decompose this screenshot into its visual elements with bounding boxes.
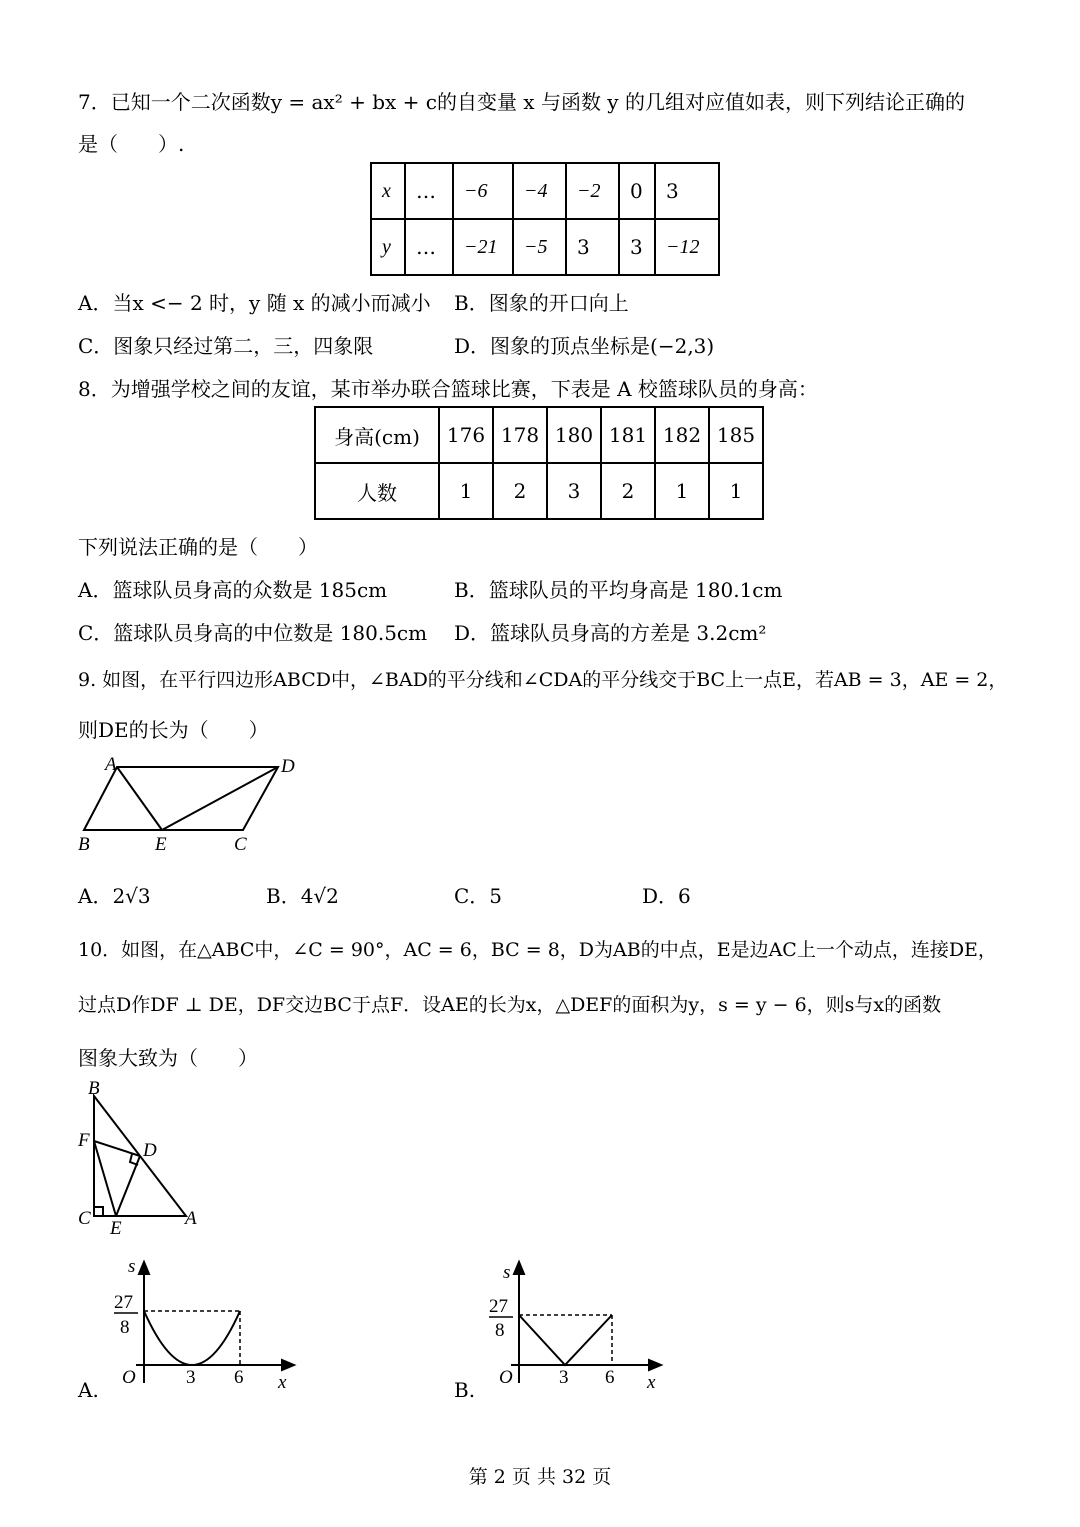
y-axis-arrow (139, 1262, 149, 1274)
q10-stem-line1: 10．如图，在△ABC中，∠C = 90°，AC = 6，BC = 8，D为AB的中点，E是边AC上一个动点，连接DE， (78, 939, 997, 961)
q8-count-cell: 2 (493, 463, 547, 519)
x-axis-arrow (649, 1360, 661, 1370)
label-b: B (88, 1078, 100, 1099)
q8-header-cell: 176 (439, 407, 493, 463)
tick-6: 6 (605, 1367, 615, 1388)
label-c: C (78, 1208, 91, 1229)
label-d: D (281, 756, 295, 777)
q9-option-b: B．4√2 (266, 884, 339, 908)
q8-header-cell: 180 (547, 407, 601, 463)
q9-stem-line2: 则DE的长为（ ） (78, 718, 269, 742)
q8-option-a: A．篮球队员身高的众数是 185cm (78, 578, 388, 602)
q7-cell: … (405, 163, 453, 219)
q7-cell: −12 (655, 219, 719, 275)
q8-header-cell: 181 (601, 407, 655, 463)
q7-table (370, 162, 720, 276)
frac-den: 8 (495, 1320, 505, 1341)
q7-cell: −21 (453, 219, 513, 275)
q8-table (314, 406, 764, 520)
q7-cell: −6 (453, 163, 513, 219)
q8-header-cell: 178 (493, 407, 547, 463)
frac-num: 27 (489, 1296, 508, 1317)
graph-b (481, 1258, 681, 1408)
q7-stem-line1: 7．已知一个二次函数y = ax² + bx + c的自变量 x 与函数 y 的几组对应值如表，则下列结论正确的 (78, 90, 965, 114)
q8-count-cell: 3 (547, 463, 601, 519)
label-a: A (105, 754, 117, 775)
segment-ae (117, 767, 162, 830)
tick-3: 3 (559, 1367, 569, 1388)
q7-option-b: B．图象的开口向上 (454, 291, 629, 315)
q8-option-d: D．篮球队员身高的方差是 3.2cm² (454, 621, 767, 645)
q8-stem: 8．为增强学校之间的友谊，某市举办联合篮球比赛，下表是 A 校篮球队员的身高： (78, 377, 818, 401)
q8-count-cell: 1 (439, 463, 493, 519)
origin-label: O (499, 1367, 513, 1388)
q8-header-cell: 182 (655, 407, 709, 463)
q10-triangle-figure (72, 1076, 212, 1239)
axis-x-label: x (647, 1372, 656, 1393)
right-angle-c (94, 1207, 103, 1216)
q8-option-c: C．篮球队员身高的中位数是 180.5cm (78, 621, 428, 645)
q7-cell: y (371, 219, 405, 275)
tick-6: 6 (234, 1367, 244, 1388)
q7-cell: −4 (513, 163, 566, 219)
q7-cell: 3 (655, 163, 719, 219)
q9-option-d: D．6 (642, 884, 691, 908)
q8-question: 下列说法正确的是（ ） (78, 535, 318, 559)
axis-s-label: s (128, 1256, 136, 1277)
q9-stem-line1: 9. 如图，在平行四边形ABCD中，∠BAD的平分线和∠CDA的平分线交于BC上一点E，若AB = 3，AE = 2， (78, 669, 1008, 691)
graph-a (106, 1258, 306, 1408)
q7-cell: x (371, 163, 405, 219)
q8-count-cell: 1 (709, 463, 763, 519)
q10-stem-line2: 过点D作DF ⊥ DE，DF交边BC于点F．设AE的长为x，△DEF的面积为y，s = y − 6，则s与x的函数 (78, 994, 942, 1016)
q7-cell: … (405, 219, 453, 275)
label-f: F (78, 1130, 90, 1151)
q7-cell: −5 (513, 219, 566, 275)
q9-option-c: C．5 (454, 884, 503, 908)
q7-option-a: A．当x <− 2 时，y 随 x 的减小而减小 (78, 291, 431, 315)
q10-stem-line3: 图象大致为（ ） (78, 1046, 258, 1070)
graph-a-label: A. (78, 1378, 99, 1402)
segment-fe (94, 1141, 116, 1216)
label-e: E (155, 834, 167, 855)
q7-option-d: D．图象的顶点坐标是(−2,3) (454, 334, 715, 358)
label-c: C (234, 834, 247, 855)
q9-option-a: A．2√3 (78, 884, 151, 908)
label-e: E (110, 1218, 122, 1239)
q7-cell: −2 (566, 163, 619, 219)
q8-count-cell: 人数 (315, 463, 439, 519)
q7-cell: 3 (566, 219, 619, 275)
q7-cell: 0 (619, 163, 655, 219)
frac-num: 27 (114, 1292, 133, 1313)
q8-option-b: B．篮球队员的平均身高是 180.1cm (454, 578, 783, 602)
label-b: B (78, 834, 90, 855)
q9-parallelogram-figure (70, 752, 330, 862)
q7-stem-line2: 是（ ）. (78, 132, 185, 156)
label-d: D (143, 1140, 157, 1161)
v-shaped-line (519, 1315, 612, 1365)
x-axis-arrow (282, 1360, 294, 1370)
y-axis-arrow (514, 1262, 524, 1274)
graph-b-label: B. (454, 1378, 476, 1402)
axis-x-label: x (278, 1372, 287, 1393)
q8-count-cell: 2 (601, 463, 655, 519)
label-a: A (185, 1208, 197, 1229)
q7-cell: 3 (619, 219, 655, 275)
tick-3: 3 (186, 1367, 196, 1388)
q8-count-cell: 1 (655, 463, 709, 519)
axis-s-label: s (503, 1262, 511, 1283)
q8-header-cell: 身高(cm) (315, 407, 439, 463)
parabola-curve (144, 1311, 240, 1365)
frac-den: 8 (120, 1317, 130, 1338)
q8-header-cell: 185 (709, 407, 763, 463)
q7-option-c: C．图象只经过第二，三，四象限 (78, 334, 374, 358)
page-footer: 第 2 页 共 32 页 (468, 1466, 612, 1488)
origin-label: O (122, 1367, 136, 1388)
